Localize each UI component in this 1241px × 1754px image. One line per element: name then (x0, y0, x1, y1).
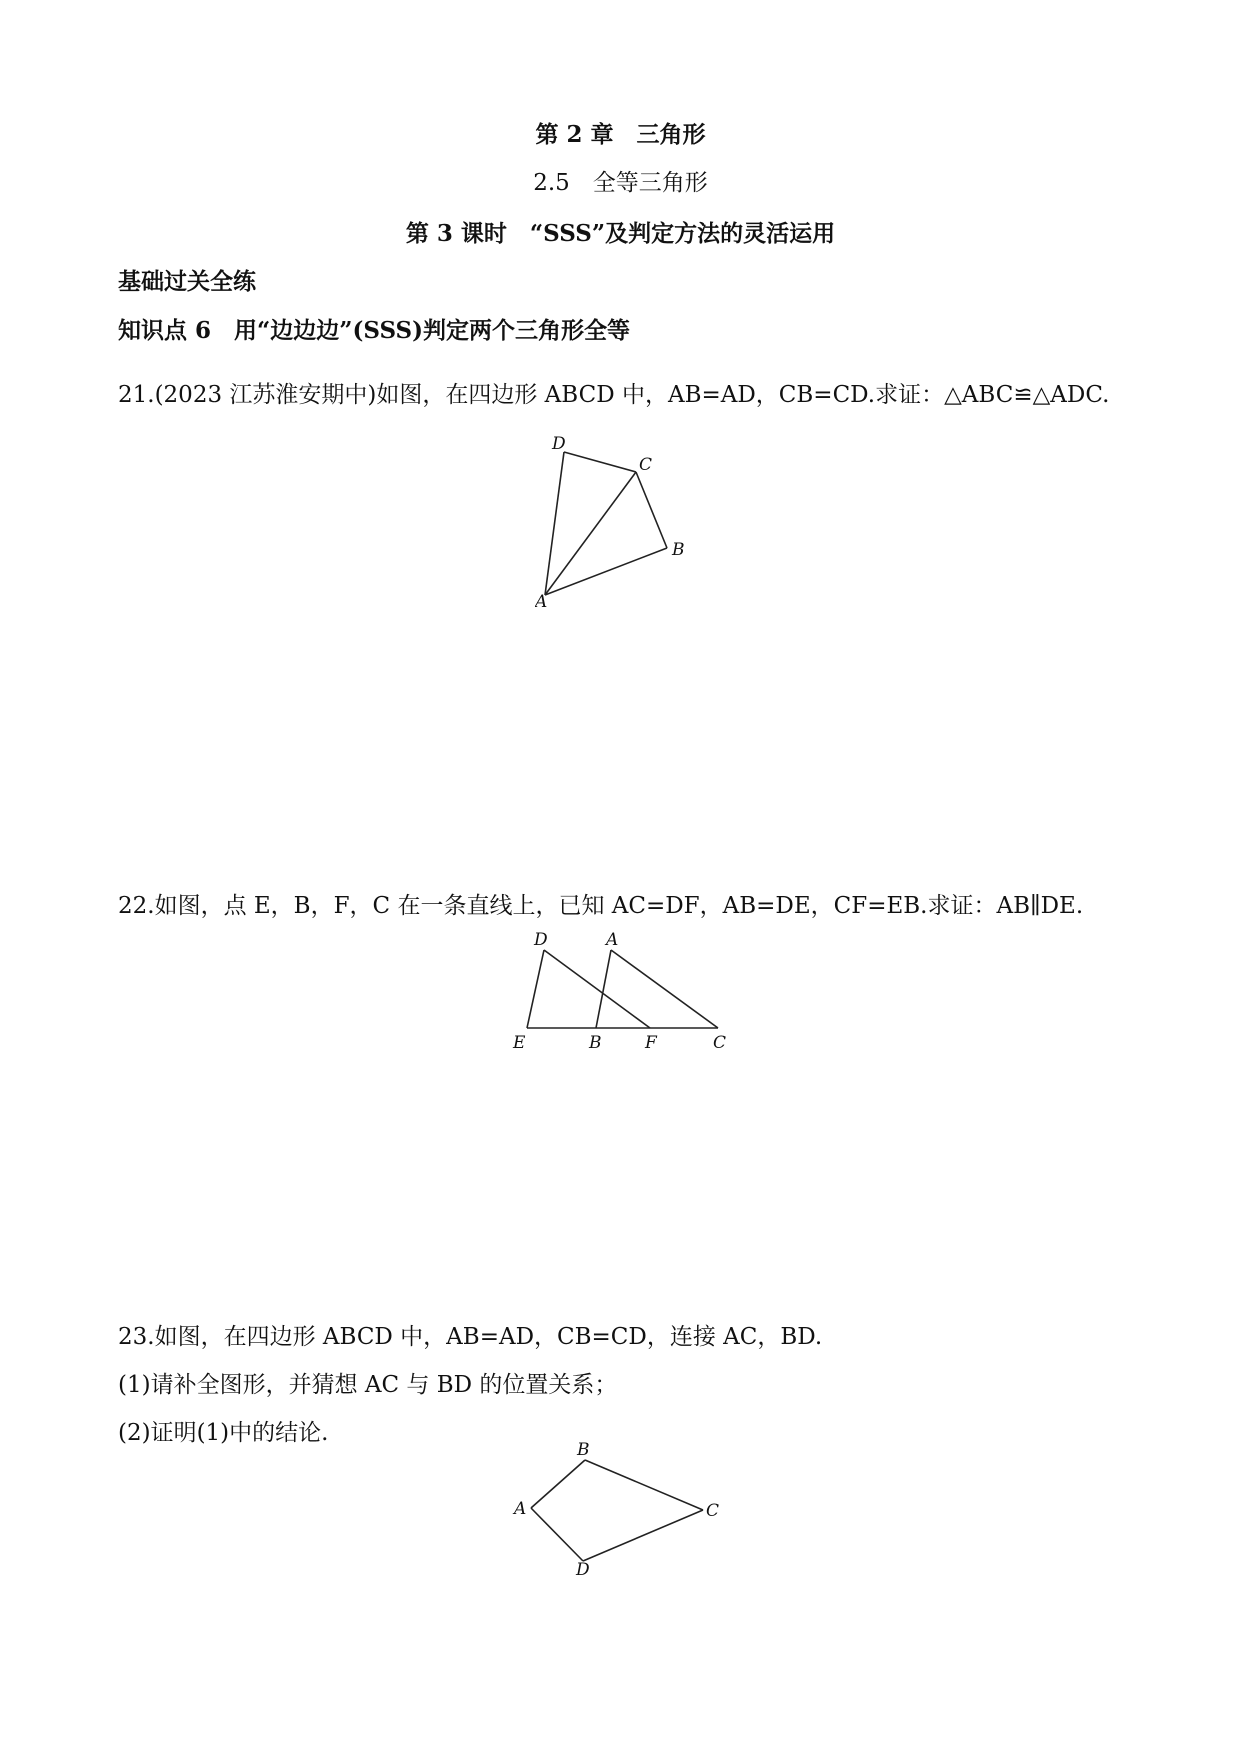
question-23-part-2: (2)证明(1)中的结论. (118, 1420, 329, 1446)
label-A: A (514, 1499, 527, 1519)
label-C: C (713, 1033, 727, 1053)
label-A: A (606, 930, 619, 950)
label-D: D (576, 1560, 590, 1575)
label-B: B (589, 1033, 602, 1053)
label-E: E (513, 1033, 526, 1053)
lesson-title: 第 3 课时 “SSS”及判定方法的灵活运用 (405, 220, 836, 247)
segment-BC (585, 1460, 703, 1510)
label-C: C (706, 1501, 720, 1521)
segment-DA (531, 1508, 583, 1561)
segment-ED (527, 950, 544, 1028)
exercise-section-heading: 基础过关全练 (118, 268, 256, 295)
segment-AB (531, 1460, 585, 1508)
label-D: D (534, 930, 548, 950)
label-C: C (639, 455, 653, 475)
label-A: A (535, 592, 548, 610)
question-23-text: 23.如图，在四边形 ABCD 中，AB=AD，CB=CD，连接 AC，BD. (118, 1324, 823, 1350)
label-F: F (645, 1033, 657, 1053)
label-D: D (552, 434, 566, 454)
question-23-part-1: (1)请补全图形，并猜想 AC 与 BD 的位置关系； (118, 1372, 618, 1398)
segment-CB (636, 472, 667, 548)
label-B: B (672, 540, 685, 560)
section-title: 2.5 全等三角形 (533, 170, 708, 196)
question-22-text: 22.如图，点 E，B，F，C 在一条直线上，已知 AC=DF，AB=DE，CF=EB.求证：AB∥DE. (118, 893, 1084, 919)
question-21-figure (535, 430, 715, 610)
knowledge-point-heading: 知识点 6 用“边边边”(SSS)判定两个三角形全等 (118, 317, 631, 344)
question-21-text: 21.(2023 江苏淮安期中)如图，在四边形 ABCD 中，AB=AD，CB=CD.求证：△ABC≌△ADC. (118, 382, 1110, 408)
question-23-figure (510, 1440, 730, 1575)
question-22-figure (510, 930, 740, 1060)
label-B: B (577, 1440, 590, 1460)
segment-CD (583, 1510, 703, 1561)
segment-AC (611, 950, 718, 1028)
chapter-title: 第 2 章 三角形 (535, 121, 706, 148)
segment-DF (544, 950, 650, 1028)
segment-DC (564, 452, 636, 472)
